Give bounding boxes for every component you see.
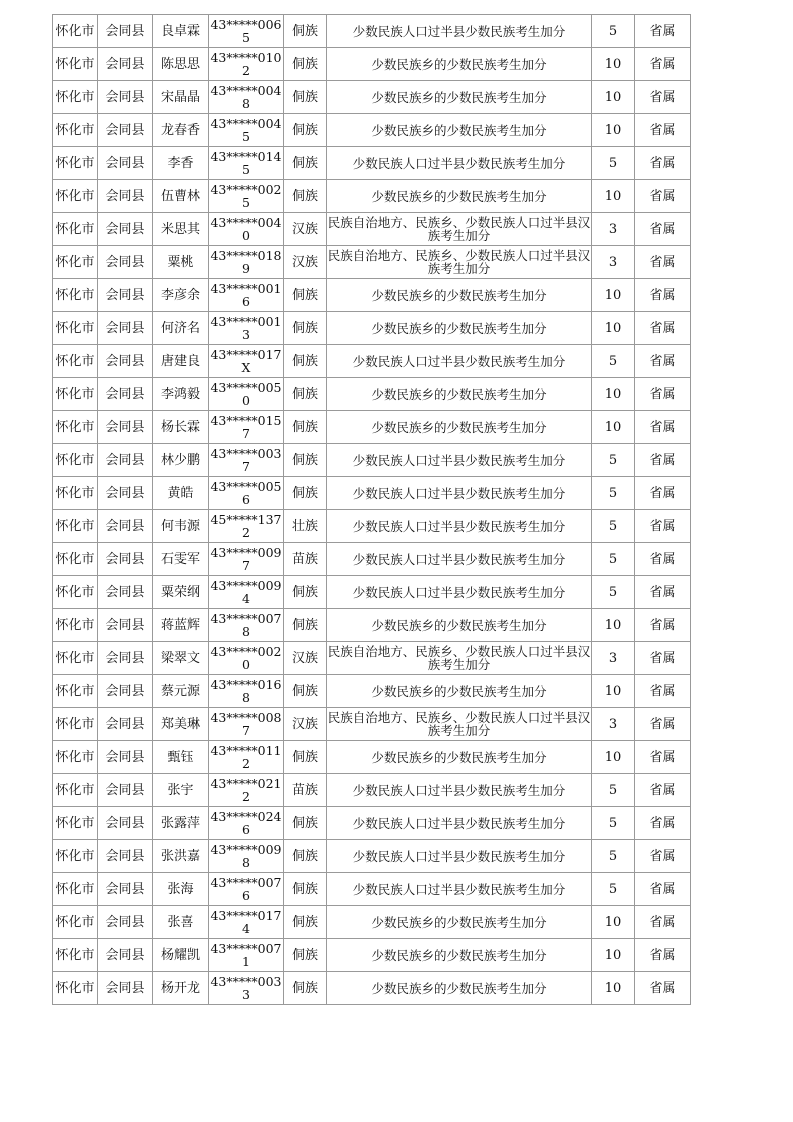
name-cell: 何济名 bbox=[153, 312, 209, 345]
bonus-points-cell: 10 bbox=[592, 939, 635, 972]
name-cell: 杨开龙 bbox=[153, 972, 209, 1005]
city-cell: 怀化市 bbox=[53, 378, 98, 411]
id-number-cell: 43*****0050 bbox=[209, 378, 284, 411]
bonus-points-cell: 10 bbox=[592, 81, 635, 114]
level-cell: 省属 bbox=[635, 708, 691, 741]
city-cell: 怀化市 bbox=[53, 906, 98, 939]
ethnicity-cell: 侗族 bbox=[284, 411, 327, 444]
name-cell: 粟荣纲 bbox=[153, 576, 209, 609]
county-cell: 会同县 bbox=[98, 180, 153, 213]
table-row bbox=[53, 48, 691, 81]
policy-cell: 少数民族乡的少数民族考生加分 bbox=[327, 741, 592, 774]
ethnicity-cell: 侗族 bbox=[284, 345, 327, 378]
name-cell: 张露萍 bbox=[153, 807, 209, 840]
county-cell: 会同县 bbox=[98, 543, 153, 576]
policy-cell: 少数民族人口过半县少数民族考生加分 bbox=[327, 576, 592, 609]
ethnicity-cell: 汉族 bbox=[284, 246, 327, 279]
city-cell: 怀化市 bbox=[53, 708, 98, 741]
county-cell: 会同县 bbox=[98, 213, 153, 246]
county-cell: 会同县 bbox=[98, 972, 153, 1005]
bonus-points-cell: 5 bbox=[592, 345, 635, 378]
county-cell: 会同县 bbox=[98, 246, 153, 279]
policy-cell: 少数民族人口过半县少数民族考生加分 bbox=[327, 15, 592, 48]
county-cell: 会同县 bbox=[98, 774, 153, 807]
name-cell: 蔡元源 bbox=[153, 675, 209, 708]
county-cell: 会同县 bbox=[98, 147, 153, 180]
county-cell: 会同县 bbox=[98, 312, 153, 345]
id-number-cell: 43*****0212 bbox=[209, 774, 284, 807]
ethnicity-cell: 侗族 bbox=[284, 147, 327, 180]
bonus-points-cell: 5 bbox=[592, 873, 635, 906]
city-cell: 怀化市 bbox=[53, 840, 98, 873]
level-cell: 省属 bbox=[635, 675, 691, 708]
id-number-cell: 43*****0048 bbox=[209, 81, 284, 114]
county-cell: 会同县 bbox=[98, 609, 153, 642]
level-cell: 省属 bbox=[635, 807, 691, 840]
policy-cell: 少数民族人口过半县少数民族考生加分 bbox=[327, 774, 592, 807]
id-number-cell: 43*****0246 bbox=[209, 807, 284, 840]
county-cell: 会同县 bbox=[98, 873, 153, 906]
city-cell: 怀化市 bbox=[53, 345, 98, 378]
id-number-cell: 43*****0097 bbox=[209, 543, 284, 576]
city-cell: 怀化市 bbox=[53, 180, 98, 213]
county-cell: 会同县 bbox=[98, 675, 153, 708]
id-number-cell: 43*****0020 bbox=[209, 642, 284, 675]
name-cell: 龙春香 bbox=[153, 114, 209, 147]
id-number-cell: 43*****0078 bbox=[209, 609, 284, 642]
bonus-points-cell: 5 bbox=[592, 807, 635, 840]
bonus-points-cell: 3 bbox=[592, 642, 635, 675]
bonus-points-cell: 3 bbox=[592, 246, 635, 279]
policy-cell: 少数民族乡的少数民族考生加分 bbox=[327, 411, 592, 444]
city-cell: 怀化市 bbox=[53, 15, 98, 48]
policy-cell: 少数民族乡的少数民族考生加分 bbox=[327, 114, 592, 147]
bonus-points-cell: 5 bbox=[592, 510, 635, 543]
table-row bbox=[53, 180, 691, 213]
level-cell: 省属 bbox=[635, 576, 691, 609]
city-cell: 怀化市 bbox=[53, 48, 98, 81]
ethnicity-cell: 侗族 bbox=[284, 378, 327, 411]
city-cell: 怀化市 bbox=[53, 279, 98, 312]
policy-cell: 少数民族乡的少数民族考生加分 bbox=[327, 312, 592, 345]
city-cell: 怀化市 bbox=[53, 675, 98, 708]
ethnicity-cell: 侗族 bbox=[284, 15, 327, 48]
bonus-points-cell: 5 bbox=[592, 444, 635, 477]
name-cell: 李香 bbox=[153, 147, 209, 180]
city-cell: 怀化市 bbox=[53, 81, 98, 114]
bonus-points-cell: 10 bbox=[592, 279, 635, 312]
city-cell: 怀化市 bbox=[53, 939, 98, 972]
id-number-cell: 43*****0145 bbox=[209, 147, 284, 180]
id-number-cell: 43*****0102 bbox=[209, 48, 284, 81]
table-row bbox=[53, 378, 691, 411]
table-row bbox=[53, 774, 691, 807]
level-cell: 省属 bbox=[635, 312, 691, 345]
table-body bbox=[53, 15, 691, 1005]
ethnicity-cell: 侗族 bbox=[284, 840, 327, 873]
table-row bbox=[53, 873, 691, 906]
bonus-points-table bbox=[52, 14, 691, 1005]
policy-cell: 少数民族乡的少数民族考生加分 bbox=[327, 180, 592, 213]
ethnicity-cell: 侗族 bbox=[284, 444, 327, 477]
policy-cell: 民族自治地方、民族乡、少数民族人口过半县汉族考生加分 bbox=[327, 213, 592, 246]
bonus-points-cell: 5 bbox=[592, 477, 635, 510]
id-number-cell: 43*****0076 bbox=[209, 873, 284, 906]
county-cell: 会同县 bbox=[98, 642, 153, 675]
table-row bbox=[53, 741, 691, 774]
id-number-cell: 45*****1372 bbox=[209, 510, 284, 543]
city-cell: 怀化市 bbox=[53, 972, 98, 1005]
table-row bbox=[53, 477, 691, 510]
table-row bbox=[53, 906, 691, 939]
county-cell: 会同县 bbox=[98, 378, 153, 411]
bonus-points-cell: 5 bbox=[592, 543, 635, 576]
level-cell: 省属 bbox=[635, 774, 691, 807]
table-row bbox=[53, 312, 691, 345]
city-cell: 怀化市 bbox=[53, 213, 98, 246]
county-cell: 会同县 bbox=[98, 576, 153, 609]
bonus-points-cell: 10 bbox=[592, 48, 635, 81]
bonus-points-cell: 10 bbox=[592, 180, 635, 213]
ethnicity-cell: 侗族 bbox=[284, 576, 327, 609]
id-number-cell: 43*****0098 bbox=[209, 840, 284, 873]
ethnicity-cell: 侗族 bbox=[284, 477, 327, 510]
city-cell: 怀化市 bbox=[53, 543, 98, 576]
table-row bbox=[53, 81, 691, 114]
name-cell: 石雯军 bbox=[153, 543, 209, 576]
bonus-points-cell: 10 bbox=[592, 972, 635, 1005]
table-row bbox=[53, 444, 691, 477]
level-cell: 省属 bbox=[635, 609, 691, 642]
level-cell: 省属 bbox=[635, 642, 691, 675]
id-number-cell: 43*****0037 bbox=[209, 444, 284, 477]
level-cell: 省属 bbox=[635, 345, 691, 378]
table-row bbox=[53, 246, 691, 279]
level-cell: 省属 bbox=[635, 939, 691, 972]
bonus-points-cell: 10 bbox=[592, 609, 635, 642]
name-cell: 张洪嘉 bbox=[153, 840, 209, 873]
county-cell: 会同县 bbox=[98, 411, 153, 444]
policy-cell: 少数民族人口过半县少数民族考生加分 bbox=[327, 345, 592, 378]
name-cell: 张喜 bbox=[153, 906, 209, 939]
policy-cell: 少数民族乡的少数民族考生加分 bbox=[327, 675, 592, 708]
policy-cell: 少数民族乡的少数民族考生加分 bbox=[327, 279, 592, 312]
ethnicity-cell: 侗族 bbox=[284, 180, 327, 213]
ethnicity-cell: 侗族 bbox=[284, 741, 327, 774]
ethnicity-cell: 侗族 bbox=[284, 675, 327, 708]
table-row bbox=[53, 642, 691, 675]
policy-cell: 民族自治地方、民族乡、少数民族人口过半县汉族考生加分 bbox=[327, 246, 592, 279]
policy-cell: 少数民族人口过半县少数民族考生加分 bbox=[327, 477, 592, 510]
level-cell: 省属 bbox=[635, 246, 691, 279]
name-cell: 梁翠文 bbox=[153, 642, 209, 675]
id-number-cell: 43*****0056 bbox=[209, 477, 284, 510]
county-cell: 会同县 bbox=[98, 114, 153, 147]
name-cell: 良卓霖 bbox=[153, 15, 209, 48]
county-cell: 会同县 bbox=[98, 939, 153, 972]
ethnicity-cell: 侗族 bbox=[284, 972, 327, 1005]
id-number-cell: 43*****0094 bbox=[209, 576, 284, 609]
name-cell: 李鸿毅 bbox=[153, 378, 209, 411]
city-cell: 怀化市 bbox=[53, 576, 98, 609]
county-cell: 会同县 bbox=[98, 807, 153, 840]
policy-cell: 少数民族人口过半县少数民族考生加分 bbox=[327, 873, 592, 906]
ethnicity-cell: 汉族 bbox=[284, 213, 327, 246]
id-number-cell: 43*****0168 bbox=[209, 675, 284, 708]
policy-cell: 少数民族人口过半县少数民族考生加分 bbox=[327, 543, 592, 576]
table-row bbox=[53, 840, 691, 873]
city-cell: 怀化市 bbox=[53, 411, 98, 444]
bonus-points-cell: 5 bbox=[592, 15, 635, 48]
name-cell: 伍曹林 bbox=[153, 180, 209, 213]
bonus-points-cell: 10 bbox=[592, 378, 635, 411]
name-cell: 甄钰 bbox=[153, 741, 209, 774]
policy-cell: 少数民族乡的少数民族考生加分 bbox=[327, 972, 592, 1005]
ethnicity-cell: 汉族 bbox=[284, 708, 327, 741]
city-cell: 怀化市 bbox=[53, 642, 98, 675]
level-cell: 省属 bbox=[635, 378, 691, 411]
city-cell: 怀化市 bbox=[53, 741, 98, 774]
table-row bbox=[53, 972, 691, 1005]
table-row bbox=[53, 345, 691, 378]
city-cell: 怀化市 bbox=[53, 774, 98, 807]
county-cell: 会同县 bbox=[98, 444, 153, 477]
table-row bbox=[53, 939, 691, 972]
policy-cell: 少数民族人口过半县少数民族考生加分 bbox=[327, 444, 592, 477]
city-cell: 怀化市 bbox=[53, 312, 98, 345]
ethnicity-cell: 侗族 bbox=[284, 312, 327, 345]
name-cell: 宋晶晶 bbox=[153, 81, 209, 114]
city-cell: 怀化市 bbox=[53, 510, 98, 543]
name-cell: 黄皓 bbox=[153, 477, 209, 510]
name-cell: 张宇 bbox=[153, 774, 209, 807]
name-cell: 林少鹏 bbox=[153, 444, 209, 477]
policy-cell: 少数民族乡的少数民族考生加分 bbox=[327, 378, 592, 411]
county-cell: 会同县 bbox=[98, 510, 153, 543]
id-number-cell: 43*****0157 bbox=[209, 411, 284, 444]
policy-cell: 少数民族乡的少数民族考生加分 bbox=[327, 48, 592, 81]
level-cell: 省属 bbox=[635, 114, 691, 147]
id-number-cell: 43*****0112 bbox=[209, 741, 284, 774]
ethnicity-cell: 侗族 bbox=[284, 939, 327, 972]
bonus-points-cell: 3 bbox=[592, 213, 635, 246]
level-cell: 省属 bbox=[635, 543, 691, 576]
id-number-cell: 43*****0087 bbox=[209, 708, 284, 741]
ethnicity-cell: 侗族 bbox=[284, 279, 327, 312]
level-cell: 省属 bbox=[635, 477, 691, 510]
table-row bbox=[53, 543, 691, 576]
county-cell: 会同县 bbox=[98, 906, 153, 939]
policy-cell: 少数民族乡的少数民族考生加分 bbox=[327, 81, 592, 114]
level-cell: 省属 bbox=[635, 741, 691, 774]
id-number-cell: 43*****0013 bbox=[209, 312, 284, 345]
policy-cell: 民族自治地方、民族乡、少数民族人口过半县汉族考生加分 bbox=[327, 642, 592, 675]
county-cell: 会同县 bbox=[98, 741, 153, 774]
table-row bbox=[53, 15, 691, 48]
id-number-cell: 43*****0065 bbox=[209, 15, 284, 48]
name-cell: 蒋蓝辉 bbox=[153, 609, 209, 642]
policy-cell: 少数民族人口过半县少数民族考生加分 bbox=[327, 840, 592, 873]
county-cell: 会同县 bbox=[98, 48, 153, 81]
ethnicity-cell: 侗族 bbox=[284, 81, 327, 114]
policy-cell: 少数民族人口过半县少数民族考生加分 bbox=[327, 510, 592, 543]
ethnicity-cell: 侗族 bbox=[284, 807, 327, 840]
name-cell: 张海 bbox=[153, 873, 209, 906]
name-cell: 陈思思 bbox=[153, 48, 209, 81]
bonus-points-cell: 10 bbox=[592, 741, 635, 774]
name-cell: 粟桃 bbox=[153, 246, 209, 279]
id-number-cell: 43*****0025 bbox=[209, 180, 284, 213]
level-cell: 省属 bbox=[635, 48, 691, 81]
table-row bbox=[53, 576, 691, 609]
table-row bbox=[53, 807, 691, 840]
table-row bbox=[53, 708, 691, 741]
level-cell: 省属 bbox=[635, 81, 691, 114]
ethnicity-cell: 侗族 bbox=[284, 114, 327, 147]
table-row bbox=[53, 675, 691, 708]
bonus-points-cell: 5 bbox=[592, 840, 635, 873]
name-cell: 何韦源 bbox=[153, 510, 209, 543]
id-number-cell: 43*****0016 bbox=[209, 279, 284, 312]
level-cell: 省属 bbox=[635, 906, 691, 939]
level-cell: 省属 bbox=[635, 180, 691, 213]
table-row bbox=[53, 279, 691, 312]
level-cell: 省属 bbox=[635, 15, 691, 48]
table-row bbox=[53, 147, 691, 180]
ethnicity-cell: 侗族 bbox=[284, 873, 327, 906]
bonus-points-cell: 3 bbox=[592, 708, 635, 741]
ethnicity-cell: 汉族 bbox=[284, 642, 327, 675]
id-number-cell: 43*****0071 bbox=[209, 939, 284, 972]
name-cell: 唐建良 bbox=[153, 345, 209, 378]
ethnicity-cell: 壮族 bbox=[284, 510, 327, 543]
level-cell: 省属 bbox=[635, 147, 691, 180]
id-number-cell: 43*****0189 bbox=[209, 246, 284, 279]
city-cell: 怀化市 bbox=[53, 444, 98, 477]
bonus-points-cell: 5 bbox=[592, 576, 635, 609]
ethnicity-cell: 侗族 bbox=[284, 48, 327, 81]
bonus-points-cell: 5 bbox=[592, 774, 635, 807]
name-cell: 李彦余 bbox=[153, 279, 209, 312]
policy-cell: 少数民族人口过半县少数民族考生加分 bbox=[327, 807, 592, 840]
id-number-cell: 43*****0045 bbox=[209, 114, 284, 147]
city-cell: 怀化市 bbox=[53, 114, 98, 147]
level-cell: 省属 bbox=[635, 213, 691, 246]
policy-cell: 少数民族人口过半县少数民族考生加分 bbox=[327, 147, 592, 180]
id-number-cell: 43*****017X bbox=[209, 345, 284, 378]
bonus-points-cell: 10 bbox=[592, 312, 635, 345]
table-row bbox=[53, 510, 691, 543]
city-cell: 怀化市 bbox=[53, 477, 98, 510]
policy-cell: 民族自治地方、民族乡、少数民族人口过半县汉族考生加分 bbox=[327, 708, 592, 741]
bonus-points-cell: 5 bbox=[592, 147, 635, 180]
county-cell: 会同县 bbox=[98, 840, 153, 873]
county-cell: 会同县 bbox=[98, 279, 153, 312]
ethnicity-cell: 苗族 bbox=[284, 774, 327, 807]
county-cell: 会同县 bbox=[98, 81, 153, 114]
table-row bbox=[53, 411, 691, 444]
id-number-cell: 43*****0033 bbox=[209, 972, 284, 1005]
county-cell: 会同县 bbox=[98, 15, 153, 48]
city-cell: 怀化市 bbox=[53, 873, 98, 906]
county-cell: 会同县 bbox=[98, 345, 153, 378]
table-row bbox=[53, 609, 691, 642]
ethnicity-cell: 侗族 bbox=[284, 609, 327, 642]
id-number-cell: 43*****0040 bbox=[209, 213, 284, 246]
id-number-cell: 43*****0174 bbox=[209, 906, 284, 939]
level-cell: 省属 bbox=[635, 279, 691, 312]
city-cell: 怀化市 bbox=[53, 246, 98, 279]
policy-cell: 少数民族乡的少数民族考生加分 bbox=[327, 906, 592, 939]
city-cell: 怀化市 bbox=[53, 807, 98, 840]
table-row bbox=[53, 114, 691, 147]
county-cell: 会同县 bbox=[98, 708, 153, 741]
city-cell: 怀化市 bbox=[53, 147, 98, 180]
name-cell: 杨长霖 bbox=[153, 411, 209, 444]
city-cell: 怀化市 bbox=[53, 609, 98, 642]
level-cell: 省属 bbox=[635, 972, 691, 1005]
ethnicity-cell: 侗族 bbox=[284, 906, 327, 939]
level-cell: 省属 bbox=[635, 510, 691, 543]
level-cell: 省属 bbox=[635, 444, 691, 477]
name-cell: 米思其 bbox=[153, 213, 209, 246]
level-cell: 省属 bbox=[635, 840, 691, 873]
bonus-points-cell: 10 bbox=[592, 411, 635, 444]
ethnicity-cell: 苗族 bbox=[284, 543, 327, 576]
bonus-points-cell: 10 bbox=[592, 675, 635, 708]
level-cell: 省属 bbox=[635, 873, 691, 906]
level-cell: 省属 bbox=[635, 411, 691, 444]
name-cell: 郑美琳 bbox=[153, 708, 209, 741]
name-cell: 杨耀凯 bbox=[153, 939, 209, 972]
county-cell: 会同县 bbox=[98, 477, 153, 510]
bonus-points-cell: 10 bbox=[592, 906, 635, 939]
policy-cell: 少数民族乡的少数民族考生加分 bbox=[327, 609, 592, 642]
bonus-points-cell: 10 bbox=[592, 114, 635, 147]
policy-cell: 少数民族乡的少数民族考生加分 bbox=[327, 939, 592, 972]
table-row bbox=[53, 213, 691, 246]
